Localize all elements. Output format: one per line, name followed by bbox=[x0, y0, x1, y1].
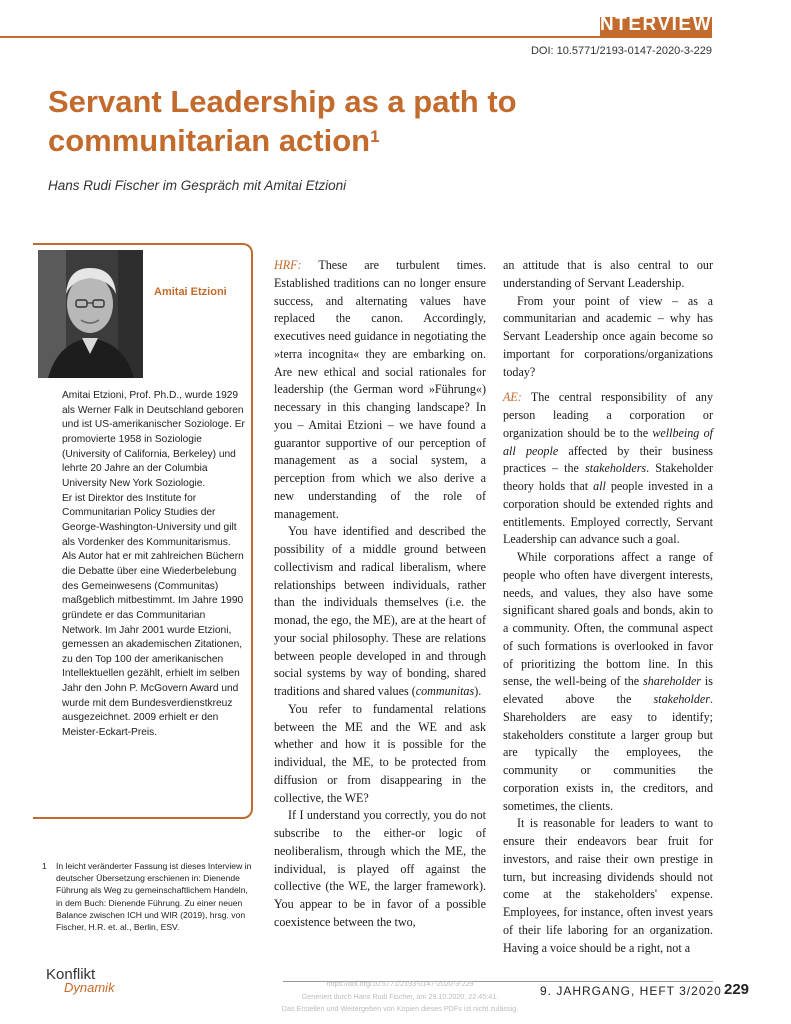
paragraph: From your point of view – as a communitarian and academic – why has Servant Leadership once again become so important for corporations/organizations today? bbox=[503, 293, 713, 379]
section-label: INTERVIEW bbox=[593, 14, 712, 35]
article-subtitle: Hans Rudi Fischer im Gespräch mit Amitai Etzioni bbox=[48, 178, 347, 193]
footnote bbox=[42, 860, 254, 933]
paragraph: While corporations affect a range of people who often have divergent interests, needs, and values, they also have some significant shared goals and bonds, akin to a community. Often, the communal aspect of such formations is overlooked in favor of prioritizing the bottom line. In this sense, the well-being of the shareholder is elevated above the stakeholder. Shareholders are easy to identify; stakeholders constitute a larger group but are typically the employees, the community or communities the corporation exists in, the creditors, and sometimes, the clients. bbox=[503, 550, 713, 813]
journal-logo-subtitle: Dynamik bbox=[64, 980, 115, 995]
footnote-text: In leicht veränderter Fassung ist dieses Interview in deutscher Übersetzung erschienen in: Dienende Führung als Weg zu gemeinschaftlichem Handeln, in dem Buch: Dienende Führung. Zu einer neuen Balance zwischen ICH und WIR (2019), hrsg. von Fischer, H.R. et. al., Berlin, ESV. bbox=[56, 861, 252, 933]
watermark-line: https://doi.org/10.5771/2193-0147-2020-3-229 bbox=[326, 979, 474, 988]
author-bio bbox=[62, 389, 245, 741]
paragraph: HRF: These are turbulent times. Established traditions can no longer ensure success, and alternating values have replaced the canon. Accordingly, executives need guidance in negotiating the »terra incognita« they are embarking on. Are new ethical and social rationales for leadership (the German word »Führung«) necessary in this changing landscape? In you – Amitai Etzioni – we have found a guarantor supportive of our perception of management as a social system, a perception from which we also derive a new understanding of the role of management. bbox=[274, 258, 486, 521]
watermark-line: Das Erstellen und Weitergeben von Kopien dieses PDFs ist nicht zulässig. bbox=[281, 1004, 519, 1013]
bio-paragraph: Amitai Etzioni, Prof. Ph.D., wurde 1929 als Werner Falk in Deutschland geboren und ist US-amerikanischer Soziologe. Er promovierte 1958 in Soziologie (University of California, Berkeley) und lehrte 20 Jahre an der Columbia University New York Soziologie. bbox=[62, 390, 245, 489]
page-number: 229 bbox=[724, 981, 750, 998]
text-column-2 bbox=[503, 257, 713, 957]
speaker-label: HRF: bbox=[274, 258, 302, 272]
paragraph: an attitude that is also central to our understanding of Servant Leadership. bbox=[503, 258, 713, 290]
header-rule bbox=[0, 36, 712, 38]
author-name: Amitai Etzioni bbox=[154, 286, 227, 298]
footnote-number: 1 bbox=[42, 861, 47, 871]
doi: DOI: 10.5771/2193-0147-2020-3-229 bbox=[530, 45, 712, 57]
speaker-label: AE: bbox=[503, 390, 522, 405]
watermark-line: Generiert durch Hans Rudi Fischer, am 29.10.2020, 22:45:41. bbox=[301, 992, 499, 1001]
issue-info: 9. JAHRGANG, HEFT 3/2020 bbox=[540, 984, 722, 998]
paragraph: If I understand you correctly, you do not subscribe to the either-or logic of neoliberalism, through which the ME, the individual, is played off against the collective (the WE, the larger framework). You appear to be in favor of a possible coexistence between the two, bbox=[274, 808, 486, 929]
journal-logo: Konflikt bbox=[46, 966, 96, 983]
portrait-image bbox=[38, 250, 143, 378]
bio-paragraph: Er ist Direktor des Institute for Communitarian Policy Studies der George-Washington-University und gilt als Vordenker des Kommunitarismus. Als Autor hat er mit zahlreichen Büchern die Debatte über eine Wiederbelebung des Gemeinwesens (Communitas) maßgeblich mitbestimmt. Im Jahre 1990 gründete er das Communitarian Network. Im Jahr 2001 wurde Etzioni, gemessen an akademischen Zitationen, zu den Top 100 der amerikanischen Intellektuellen gezählt, erhielt im selben Jahr den John P. McGovern Award und wurde mit dem Bundesverdienstkreuz ausgezeichnet. 2009 erhielt er den Meister-Eckart-Preis. bbox=[62, 492, 244, 739]
title-footnote-ref: 1 bbox=[370, 127, 380, 146]
author-photo bbox=[38, 250, 143, 378]
paragraph: You refer to fundamental relations between the ME and the WE and ask whether and how it is possible for the individual, the ME, to be protected from diffusion or from disappearing in the collective, the WE? bbox=[274, 701, 486, 805]
paragraph: You have identified and described the possibility of a middle ground between collectivism and radical liberalism, where relationships between individuals, rather than the individuals themselves (i.e. the monad, the ego, the ME), are at the heart of your social philosophy. These are relations between people developed in and through social systems by way of bonding, shared traditions and shared values (communitas). bbox=[274, 524, 486, 698]
paragraph: It is reasonable for leaders to want to ensure their endeavors bear fruit for investors, and raise their own prestige in turn, but increasing dividends should not come at the stakeholders' expense. Employees, for instance, often invest years of their life laboring for an organization. Having a voice should be a right, not a bbox=[503, 816, 713, 955]
article-title: Servant Leadership as a path to communitarian action$^1$ bbox=[48, 84, 517, 158]
paragraph: AE: The central responsibility of any person leading a corporation or organization should be to the wellbeing of all people affected by their business practices – the stakeholders. Stakeholder theory holds that all people invested in a corporation should be extended rights and entitlements. Employed correctly, Servant Leadership can advance such a goal. bbox=[503, 390, 714, 547]
text-column-1 bbox=[274, 257, 486, 932]
